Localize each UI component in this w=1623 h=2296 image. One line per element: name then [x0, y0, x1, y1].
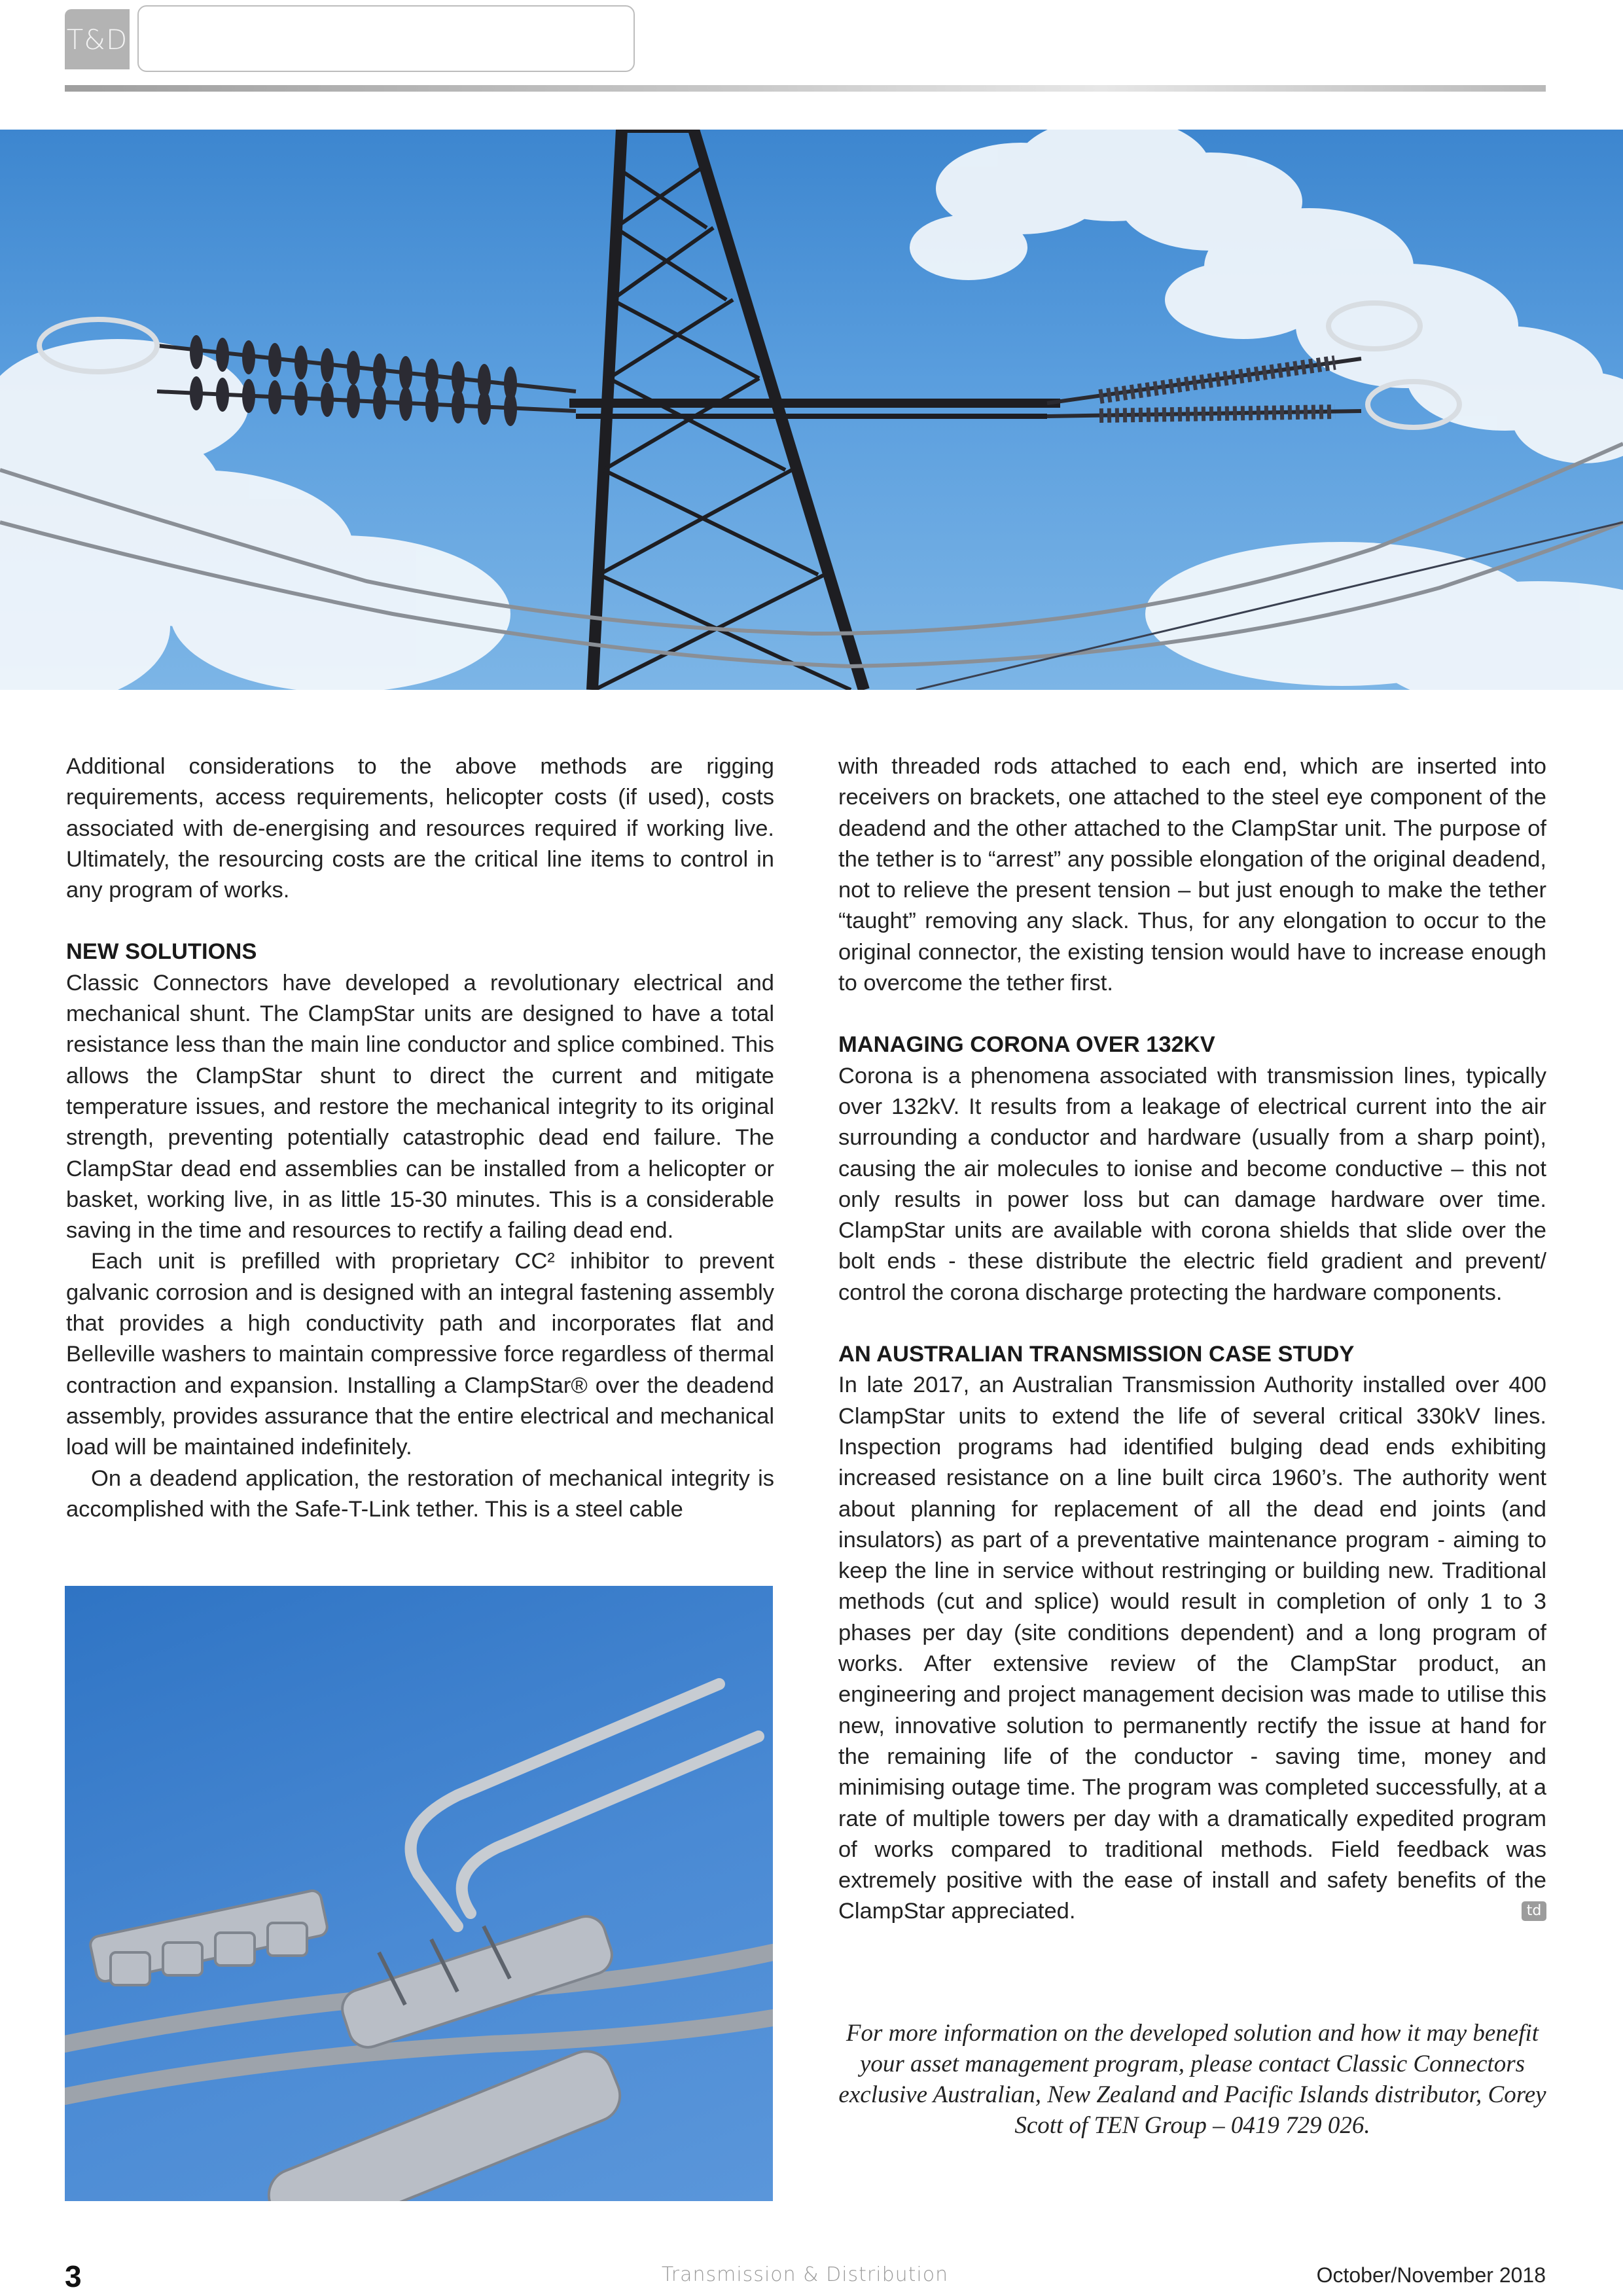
hero-photo-illustration: [0, 130, 1623, 690]
header-title-box: [137, 5, 635, 72]
insulator-strings-right: [1047, 359, 1361, 416]
hardware-photo: [65, 1586, 773, 2201]
paragraph: Each unit is prefilled with proprietary CC² inhibitor to prevent galvanic corrosion and is designed with an integral fastening assembly that provides a high conductivity path and incorporates flat and Belleville washers to maintain compressive force regardless of thermal contraction and expansion. Installing a ClampStar® over the deadend assembly, provides assurance that the entire electrical and mechanical load will be maintained indefinitely.: [66, 1249, 774, 1460]
article-left-column: [66, 751, 774, 1525]
magazine-badge: [65, 9, 130, 69]
corona-ring: [411, 1684, 758, 1926]
paragraph: Corona is a phenomena associated with transmission lines, typically over 132kV. It results from a leakage of electrical current into the air surrounding a conductor and hardware (usually from a sharp point), causing the air molecules to ionise and become conductive – this not only results in power loss but can damage hardware over time. ClampStar units are available with corona shields that slide over the bolt ends - these distribute the electric field gradient and prevent/ control the corona discharge protecting the hardware components.: [838, 1063, 1546, 1305]
issue-date: October/November 2018: [1316, 2263, 1546, 2287]
clouds: [0, 130, 1623, 690]
magazine-badge-text: T&D: [66, 24, 128, 56]
paragraph: On a deadend application, the restoration of mechanical integrity is accomplished with the Safe-T-Link tether. This is a steel cable: [66, 1465, 774, 1522]
end-of-article-mark: td: [1522, 1901, 1546, 1921]
hardware-photo-illustration: [65, 1586, 773, 2201]
magazine-name: Transmission & Distribution: [661, 2263, 949, 2286]
article-right-column: [838, 751, 1546, 1928]
contact-info: For more information on the developed solution and how it may benefit your asset management program, please contact Classic Connectors exclusive Australian, New Zealand and Pacific Islands distributor, Corey Scott of TEN Group – 0419 729 026.: [838, 2020, 1546, 2139]
section-heading: MANAGING CORONA OVER 132KV: [838, 1032, 1215, 1058]
paragraph-text: In late 2017, an Australian Transmission Authority installed over 400 ClampStar units to extend the life of several critical 330kV lines. Inspection programs had identified bulging dead ends exhibiting increased resistance on a line built circa 1960’s. The authority went about planning for replacement of all the dead end joints (and insulators) as part of a preventative maintenance program - aiming to keep the line in service without restringing or building new. Traditional methods (cut and splice) would result in completion of only 1 to 3 phases per day (site conditions dependent) and a long program of works. After extensive review of the ClampStar product, an engineering and project management decision was made to utilise this new, innovative solution to permanently rectify the issue at hand for the remaining life of the conductor - saving time, money and minimising outage time. The program was completed successfully, at a rate of multiple towers per day with a dramatically expedited program of works compared to traditional methods. Field feedback was extremely positive with the ease of install and safety benefits of the ClampStar appreciated.: [838, 1372, 1546, 1924]
paragraph: Classic Connectors have developed a revolutionary electrical and mechanical shunt. The ClampStar units are designed to have a total resistance less than the main line conductor and splice combined. This allows the ClampStar shunt to direct the current and mitigate temperature issues, and restore the mechanical integrity to its original strength, preventing potentially catastrophic dead end failure. The ClampStar dead end assemblies can be installed from a helicopter or basket, working live, in as little 15-30 minutes. This is a considerable saving in the time and resources to rectify a failing dead end.: [66, 970, 774, 1244]
paragraph: [838, 1370, 1546, 1927]
section-heading: AN AUSTRALIAN TRANSMISSION CASE STUDY: [838, 1342, 1355, 1367]
paragraph: with threaded rods attached to each end, which are inserted into receivers on brackets, one attached to the steel eye component of the deadend and the other attached to the ClampStar unit. The purpose of the tether is to “arrest” any possible elongation of the original deadend, not to relieve the present tension – but just enough to make the tether “taught” removing any slack. Thus, for any elongation to occur to the original connector, the existing tension would have to increase enough to overcome the tether first.: [838, 754, 1546, 996]
section-heading: NEW SOLUTIONS: [66, 939, 257, 965]
paragraph: Additional considerations to the above methods are rigging requirements, access requirements, helicopter costs (if used), costs associated with de-energising and resources required if working live. Ultimately, the resourcing costs are the critical line items to control in any program of works.: [66, 754, 774, 903]
page-number: 3: [65, 2259, 82, 2293]
hero-photo: [0, 130, 1623, 690]
header-rule: [65, 85, 1546, 92]
